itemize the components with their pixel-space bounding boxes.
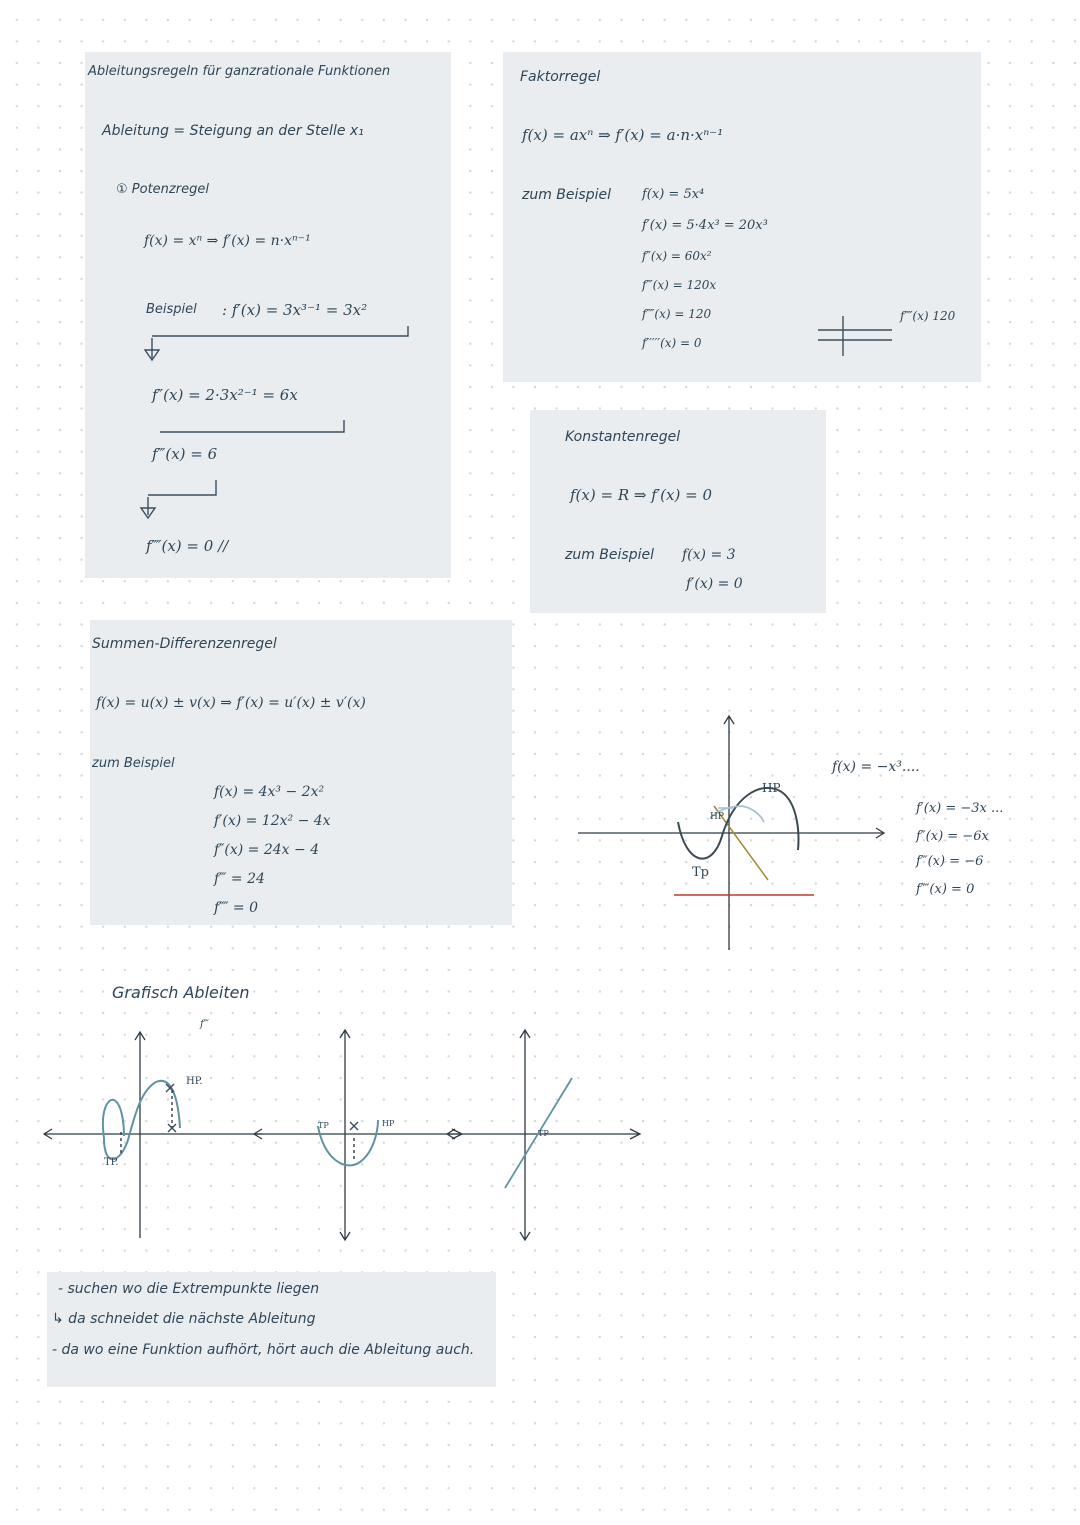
grafisch-title: Grafisch Ableiten: [112, 983, 250, 1002]
faktorregel-line-5: f⁗(x) = 120: [642, 307, 712, 321]
konstantenregel-title: Konstantenregel: [565, 429, 681, 445]
konstantenregel-beispiel-label: zum Beispiel: [565, 547, 654, 563]
cubic-derivative-4: f⁗(x) = 0: [916, 882, 975, 897]
potenzregel-step-4: f⁗(x) = 0 //: [146, 537, 229, 555]
konstantenregel-line-1: f(x) = 3: [682, 547, 736, 563]
summenregel-line-2: f′(x) = 12x² − 4x: [214, 813, 331, 829]
faktorregel-beispiel-label: zum Beispiel: [522, 187, 611, 203]
summenregel-formula: f(x) = u(x) ± v(x) ⇒ f′(x) = u′(x) ± v′(x): [96, 695, 366, 711]
potenzregel-title: ① Potenzregel: [116, 182, 209, 197]
potenzregel-step-1: : f′(x) = 3x³⁻¹ = 3x²: [222, 301, 368, 319]
faktorregel-line-3: f″(x) = 60x²: [642, 249, 712, 263]
side-note: f⁗(x) 120: [900, 309, 956, 323]
cubic-hp-label: HP: [762, 781, 781, 795]
faktorregel-formula: f(x) = axⁿ ⇒ f′(x) = a·n·xⁿ⁻¹: [522, 126, 724, 144]
faktorregel-line-2: f′(x) = 5·4x³ = 20x³: [642, 218, 768, 233]
summenregel-beispiel-label: zum Beispiel: [92, 756, 175, 771]
cubic-derivative-3: f‴(x) = −6: [916, 854, 984, 869]
notes-line-3: - da wo eine Funktion aufhört, hört auch die Ableitung auch.: [52, 1342, 475, 1358]
potenzregel-box-title: Ableitungsregeln für ganzrationale Funktionen: [88, 64, 391, 79]
grafisch-f3-label: f‴: [200, 1019, 209, 1030]
summenregel-line-5: f⁗ = 0: [214, 900, 259, 916]
konstantenregel-formula: f(x) = R ⇒ f′(x) = 0: [570, 486, 712, 504]
ableitung-definition: Ableitung = Steigung an der Stelle x₁: [102, 123, 364, 139]
potenzregel-step-2: f″(x) = 2·3x²⁻¹ = 6x: [152, 386, 298, 404]
grafisch-tp3-label: TP: [538, 1129, 549, 1138]
cubic-derivative-1: f′(x) = −3x ...: [916, 801, 1004, 816]
konstantenregel-line-2: f′(x) = 0: [686, 576, 743, 592]
cubic-hp-small-label: HP: [710, 812, 724, 822]
potenzregel-beispiel-label: Beispiel: [146, 302, 197, 317]
grafisch-hp1-label: HP.: [186, 1076, 203, 1087]
faktorregel-line-1: f(x) = 5x⁴: [642, 187, 705, 202]
notes-line-1: - suchen wo die Extrempunkte liegen: [58, 1281, 320, 1297]
grafisch-hp2-label: HP: [382, 1119, 395, 1128]
grafisch-tp1-label: TP.: [104, 1157, 119, 1168]
summenregel-line-1: f(x) = 4x³ − 2x²: [214, 784, 325, 800]
summenregel-line-4: f‴ = 24: [214, 871, 265, 887]
faktorregel-line-4: f‴(x) = 120x: [642, 278, 717, 292]
cubic-derivative-2: f″(x) = −6x: [916, 829, 989, 844]
potenzregel-formula: f(x) = xⁿ ⇒ f′(x) = n·xⁿ⁻¹: [144, 233, 311, 249]
summenregel-line-3: f″(x) = 24x − 4: [214, 842, 320, 858]
cubic-function: f(x) = −x³....: [832, 759, 920, 775]
faktorregel-line-6: f′′′′′(x) = 0: [642, 336, 702, 350]
faktorregel-title: Faktorregel: [520, 69, 601, 85]
potenzregel-step-3: f‴(x) = 6: [152, 445, 218, 463]
notes-line-2: ↳ da schneidet die nächste Ableitung: [52, 1311, 316, 1327]
cubic-tp-label: Tp: [692, 865, 709, 880]
summenregel-title: Summen-Differenzenregel: [92, 636, 277, 652]
grafisch-tp2-label: TP: [318, 1121, 329, 1130]
